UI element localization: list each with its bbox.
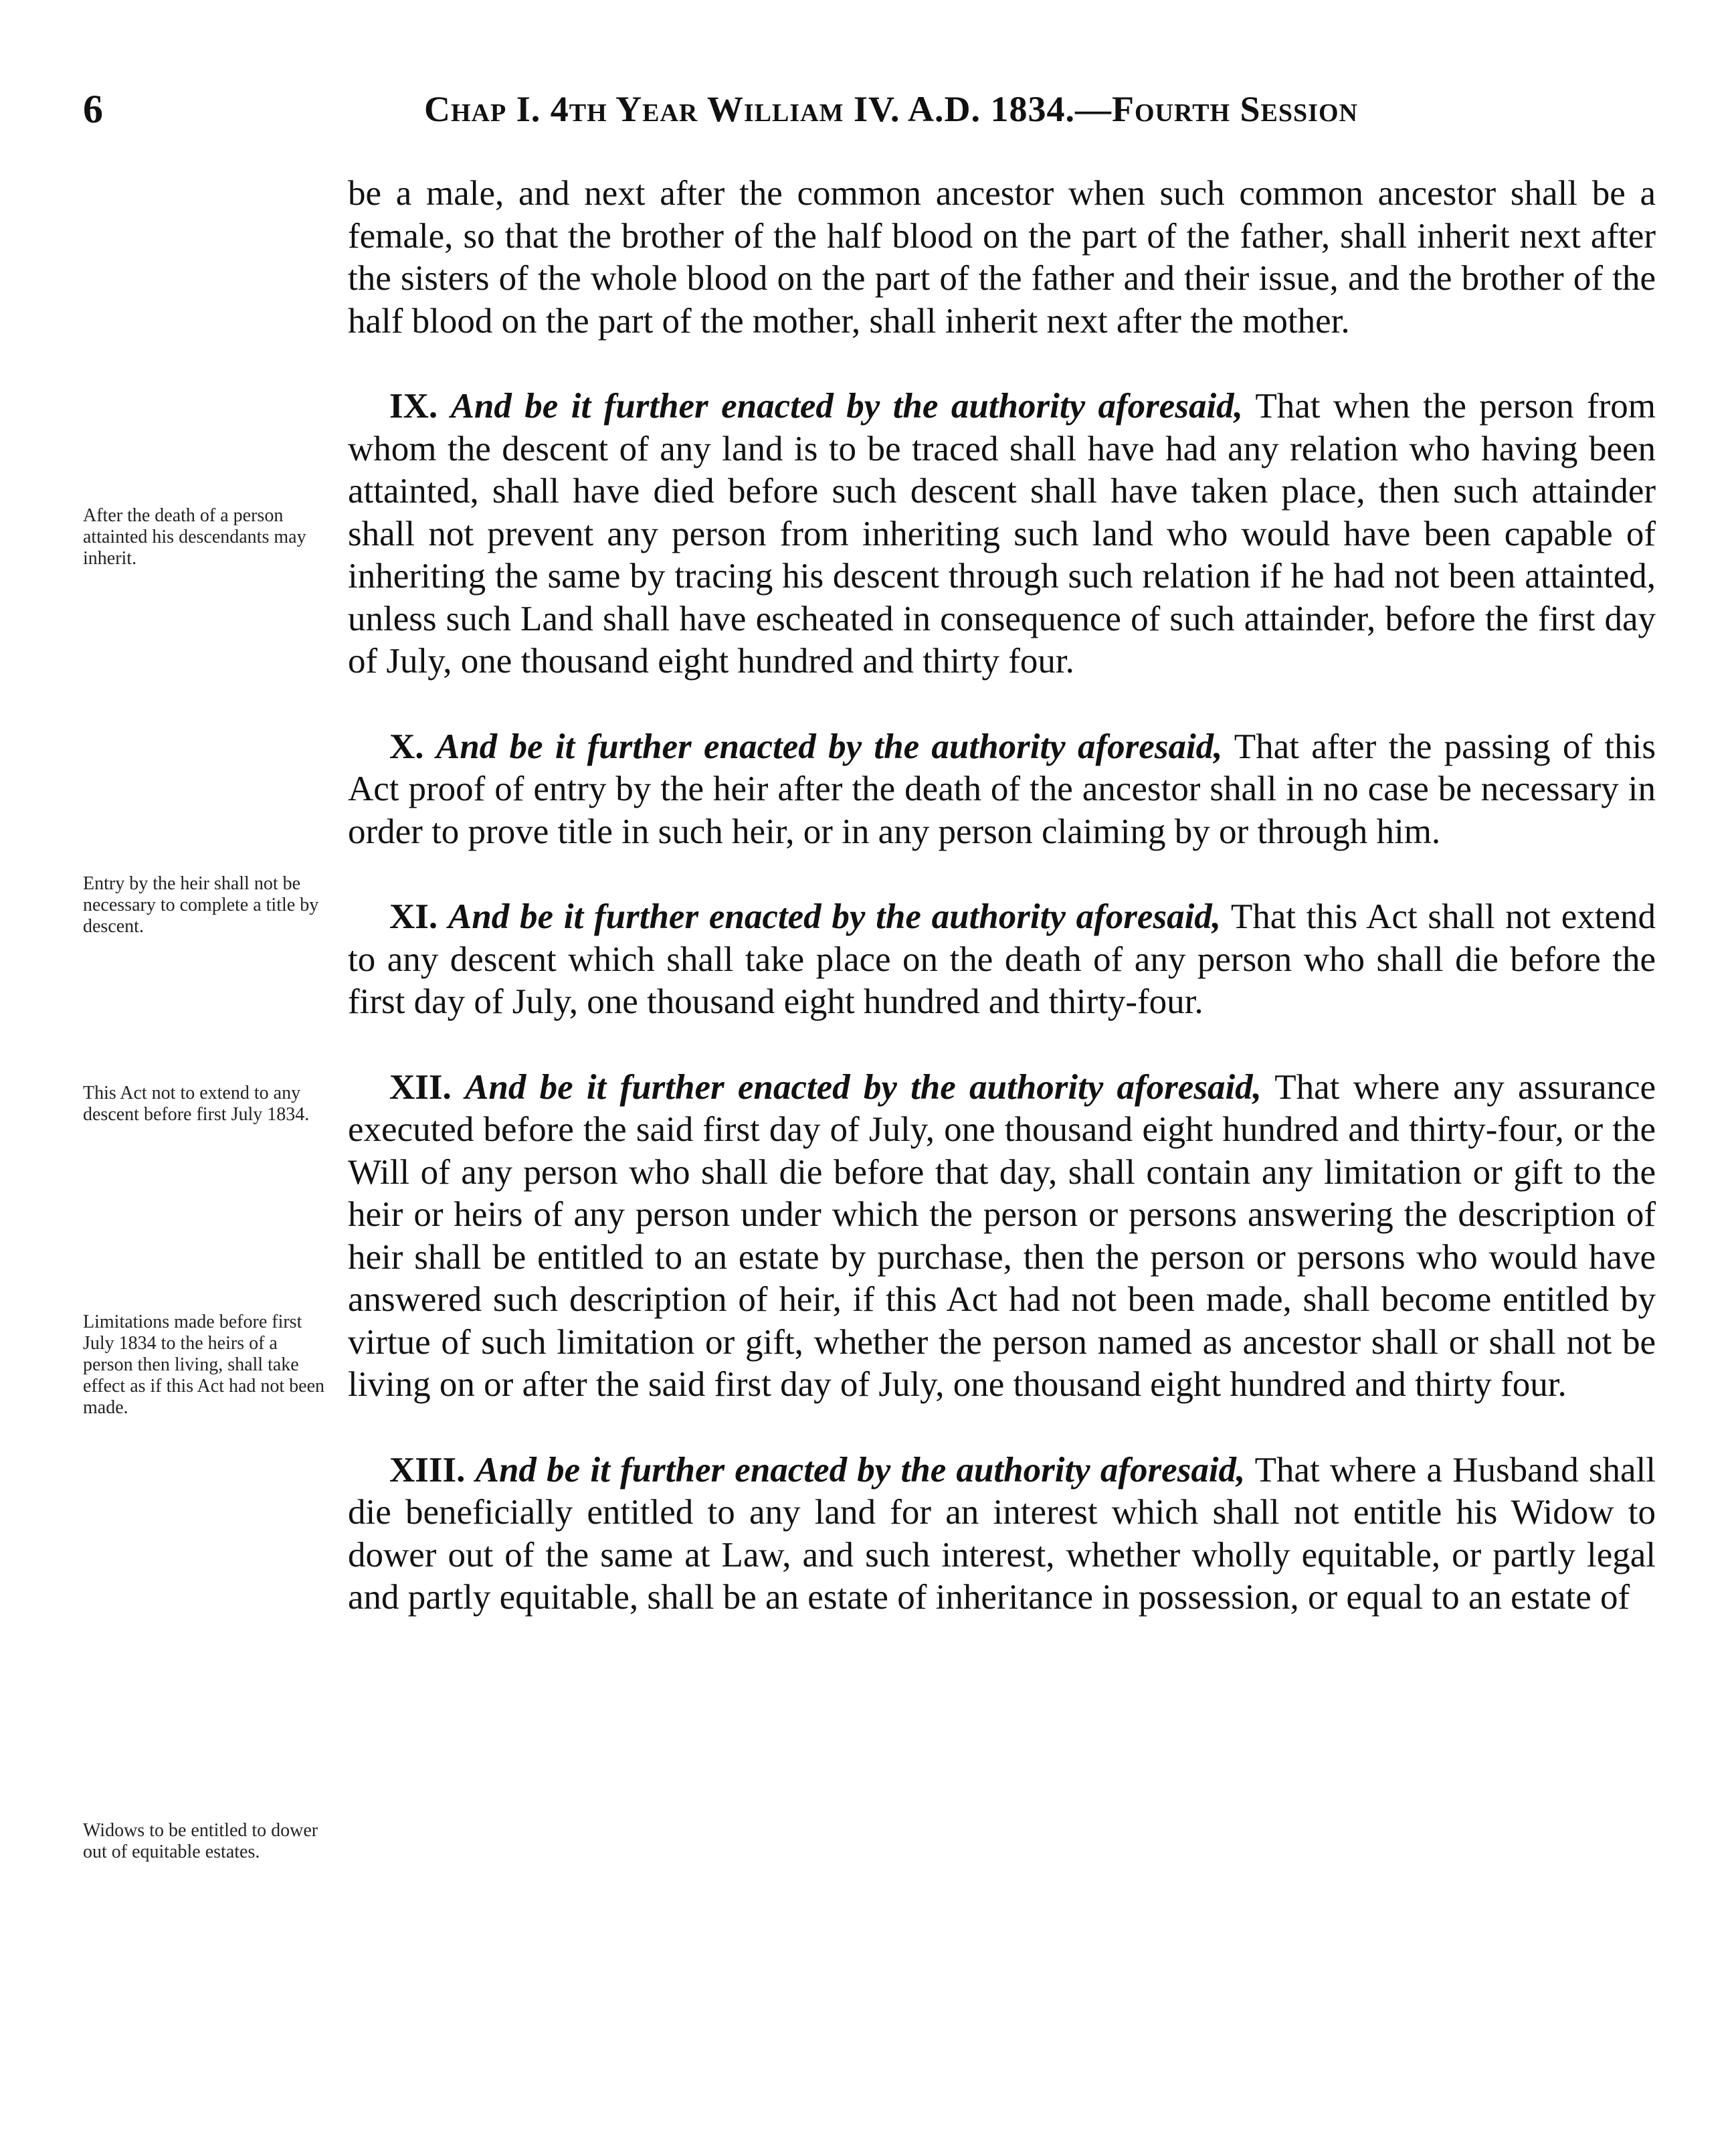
margin-note-ix: After the death of a person attainted his descendants may inherit.	[83, 505, 306, 569]
section-text: That this Act shall not extend to any descent which shall take place on the death of any person who shall die before the first day of July, one thousand eight hundred and thirty-four.	[348, 897, 1656, 1021]
enacting-clause: And be it further enacted by the authority aforesaid,	[475, 1450, 1246, 1490]
page-header	[83, 79, 1655, 139]
section-xiii	[348, 1449, 1656, 1619]
section-ix	[348, 385, 1656, 683]
margin-note-xi: This Act not to extend to any descent before first July 1834.	[83, 1083, 310, 1125]
running-title: Chap I. 4th Year William IV. A.D. 1834.—Fourth Session	[424, 89, 1358, 129]
body-text	[348, 173, 1656, 1619]
enacting-clause: And be it further enacted by the authority aforesaid,	[450, 387, 1243, 426]
section-text: That where a Husband shall die beneficially entitled to any land for an interest which shall not entitle his Widow to dower out of the same at Law, and such interest, whether wholly equitable, or partly legal and partly equitable, shall be an estate of inheritance in possession, or equal to an estate of	[348, 1450, 1656, 1617]
section-number: XIII.	[389, 1450, 466, 1490]
section-text: That when the person from whom the descent of any land is to be traced shall have had any relation who having been attainted, shall have died before such descent shall have taken place, then such attainder shall not prevent any person from inheriting such land who would have been capable of inheriting the same by tracing his descent through such relation if he had not been attainted, unless such Land shall have escheated in consequence of such attainder, before the first day of July, one thousand eight hundred and thirty four.	[348, 387, 1656, 681]
section-number: XII.	[389, 1067, 452, 1107]
continuation-paragraph: be a male, and next after the common ancestor when such common ancestor shall be a female, so that the brother of the half blood on the part of the father, shall inherit next after the sisters of the whole blood on the part of the father and their issue, and the brother of the half blood on the part of the mother, shall inherit next after the mother.	[348, 174, 1656, 341]
enacting-clause: And be it further enacted by the authority aforesaid,	[448, 897, 1222, 936]
page-number: 6	[83, 87, 103, 131]
margin-note-xii: Limitations made before first July 1834 to the heirs of a person then living, shall take effect as if this Act had not been made.	[83, 1312, 325, 1418]
section-number: IX.	[389, 387, 438, 426]
section-text: That where any assurance executed before the said first day of July, one thousand eight hundred and thirty-four, or the Will of any person who shall die before that day, shall contain any limitation or gift to the heir or heirs of any person under which the person or persons answering the description of heir shall be entitled to an estate by purchase, then the person or persons who would have answered such description of heir, if this Act had not been made, shall become entitled by virtue of such limitation or gift, whether the person named as ancestor shall or shall not be living on or after the said first day of July, one thousand eight hundred and thirty four.	[348, 1067, 1656, 1404]
section-xii	[348, 1067, 1656, 1407]
section-number: XI.	[389, 897, 438, 936]
margin-note-xiii: Widows to be entitled to dower out of equitable estates.	[83, 1820, 318, 1862]
section-number: X.	[389, 727, 424, 766]
enacting-clause: And be it further enacted by the authority aforesaid,	[436, 727, 1223, 766]
section-xi	[348, 896, 1656, 1024]
section-x	[348, 726, 1656, 854]
enacting-clause: And be it further enacted by the authority aforesaid,	[465, 1067, 1262, 1107]
section-text: That after the passing of this Act proof of entry by the heir after the death of the ancestor shall in no case be necessary in order to prove title in such heir, or in any person claiming by or through him.	[348, 727, 1656, 851]
margin-note-x: Entry by the heir shall not be necessary to complete a title by descent.	[83, 873, 319, 937]
